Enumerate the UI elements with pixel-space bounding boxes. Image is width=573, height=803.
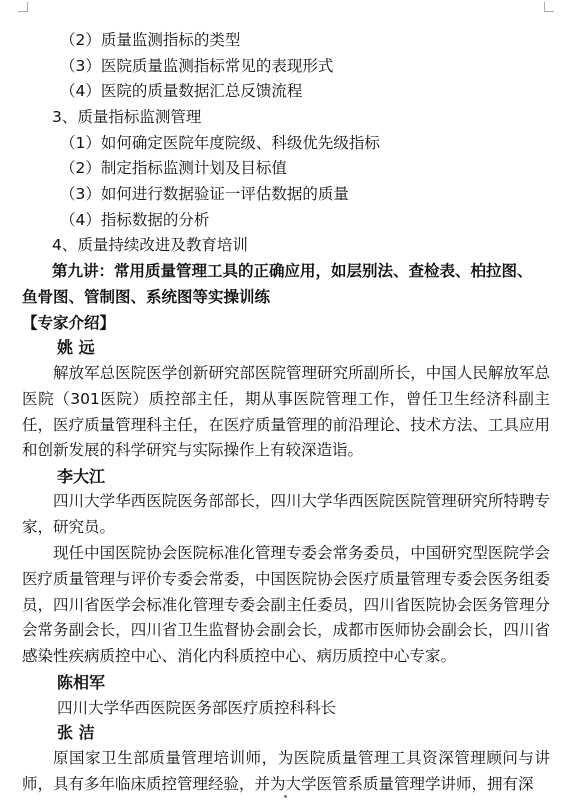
outline-section: 4、质量持续改进及教育培训	[52, 236, 248, 254]
outline-item: （4）指标数据的分析	[60, 211, 210, 229]
expert-bio: 四川大学华西医院医务部部长，四川大学华西医院医院管理研究所特聘专家，研究员。	[22, 492, 550, 536]
outline-section: 3、质量指标监测管理	[52, 108, 202, 126]
expert-name: 李大江	[57, 467, 106, 486]
page-corner-mark-right	[544, 2, 554, 12]
expert-bio: 解放军总医院医学创新研究部医院管理研究所副所长，中国人民解放军总医院（301医院）质控部主任，期从事医院管理工作，曾任卫生经济科副主任，医疗质量管理科主任，在医疗质量管理的前沿理论、技术方法、工具应用和创新发展的科学研究与实际操作上有较深造诣。	[22, 364, 550, 460]
outline-item: （3）如何进行数据验证一评估数据的质量	[60, 185, 349, 203]
lecture-title: 鱼骨图、管制图、系统图等实操训练	[22, 288, 271, 306]
page-mark	[284, 795, 287, 798]
lecture-title: 第九讲：常用质量管理工具的正确应用，如层别法、查检表、柏拉图、	[52, 262, 533, 280]
expert-name: 张 洁	[57, 723, 95, 742]
outline-item: （2）制定指标监测计划及目标值	[60, 159, 287, 177]
expert-bio: 四川大学华西医院医务部医疗质控科科长	[57, 699, 337, 717]
outline-item: （3）医院质量监测指标常见的表现形式	[60, 57, 334, 75]
outline-item: （4）医院的质量数据汇总反馈流程	[60, 82, 303, 100]
expert-bio: 原国家卫生部质量管理培训师，为医院质量管理工具资深管理顾问与讲师，具有多年临床质控管理经验，并为大学医管系质量管理学讲师，拥有深	[22, 749, 550, 793]
expert-bio: 现任中国医院协会医院标准化管理专委会常务委员，中国研究型医院学会医疗质量管理与评价专委会常委，中国医院协会医疗质量管理专委会医务组委员，四川省医学会标准化管理专委会副主任委员，四川省医院协会医务管理分会常务副会长，四川省卫生监督协会副会长，成都市医师协会副会长，四川省感染性疾病质控中心、消化内科质控中心、病历质控中心专家。	[22, 544, 550, 666]
outline-item: （2）质量监测指标的类型	[60, 31, 241, 49]
outline-item: （1）如何确定医院年度院级、科级优先级指标	[60, 134, 380, 152]
experts-heading: 【专家介绍】	[22, 314, 116, 332]
expert-name: 姚 远	[57, 338, 95, 357]
page-corner-mark-left	[18, 2, 28, 12]
expert-name: 陈相军	[57, 673, 106, 692]
